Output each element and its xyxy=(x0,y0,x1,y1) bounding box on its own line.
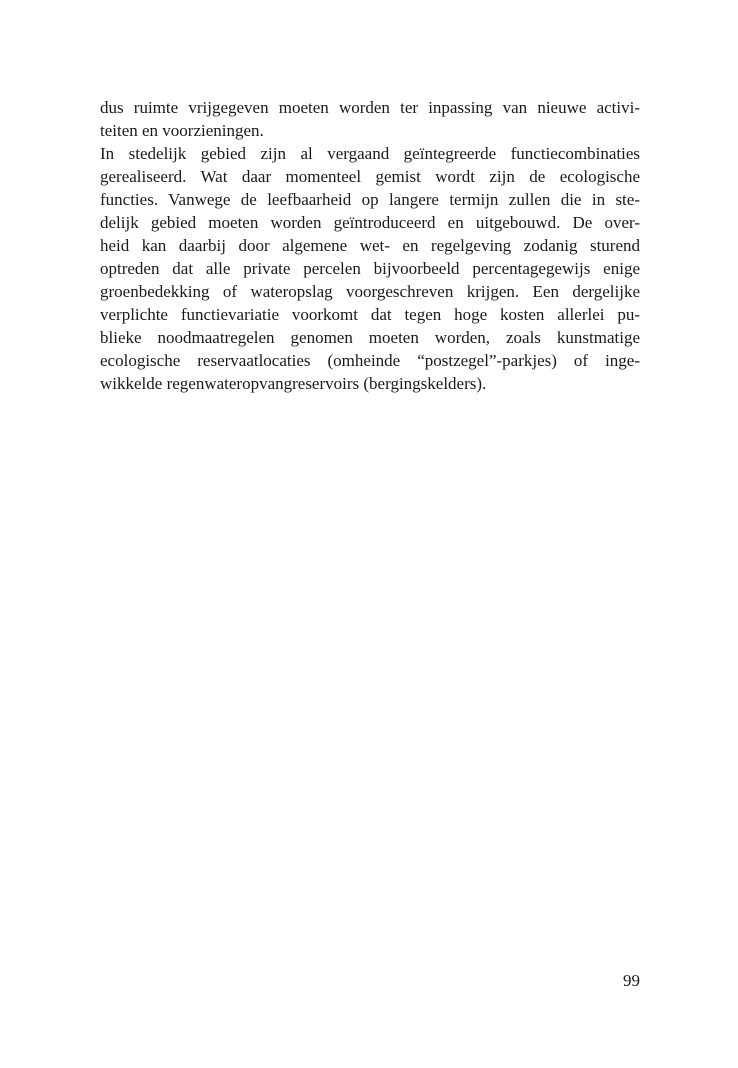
text-line: blieke noodmaatregelen genomen moeten worden, zoals kunstmatige xyxy=(100,328,640,347)
text-line: ecologische reservaatlocaties (omheinde “postzegel”-parkjes) of inge- xyxy=(100,351,640,370)
text-line: teiten en voorzieningen. xyxy=(100,121,264,140)
text-line: functies. Vanwege de leefbaarheid op langere termijn zullen die in ste- xyxy=(100,190,640,209)
text-line: verplichte functievariatie voorkomt dat tegen hoge kosten allerlei pu- xyxy=(100,305,640,324)
page-number: 99 xyxy=(623,971,640,990)
body-text xyxy=(100,96,640,395)
text-line: gerealiseerd. Wat daar momenteel gemist wordt zijn de ecologische xyxy=(100,167,640,186)
text-line: optreden dat alle private percelen bijvoorbeeld percentagegewijs enige xyxy=(100,259,640,278)
paragraph-2 xyxy=(100,142,640,395)
paragraph-1 xyxy=(100,96,640,142)
text-line: heid kan daarbij door algemene wet- en regelgeving zodanig sturend xyxy=(100,236,640,255)
text-line: groenbedekking of wateropslag voorgeschreven krijgen. Een dergelijke xyxy=(100,282,640,301)
text-line: wikkelde regenwateropvangreservoirs (bergingskelders). xyxy=(100,374,487,393)
text-line: In stedelijk gebied zijn al vergaand geïntegreerde functiecombinaties xyxy=(100,144,640,163)
text-line: dus ruimte vrijgegeven moeten worden ter inpassing van nieuwe activi- xyxy=(100,98,640,117)
text-line: delijk gebied moeten worden geïntroduceerd en uitgebouwd. De over- xyxy=(100,213,640,232)
